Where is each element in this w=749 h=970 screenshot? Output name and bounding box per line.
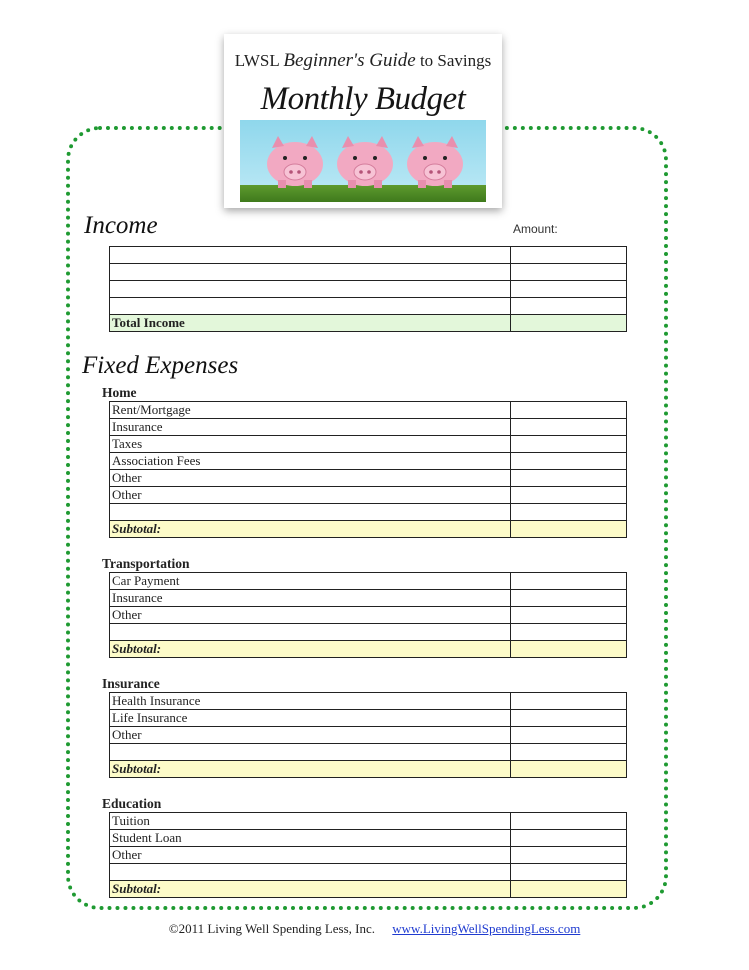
table-row (110, 847, 627, 864)
amount-cell[interactable] (511, 624, 627, 641)
income-table (109, 246, 627, 332)
income-source-cell[interactable] (110, 264, 511, 281)
total-income-amount[interactable] (511, 315, 627, 332)
expense-item-cell: Car Payment (110, 573, 511, 590)
header-subtitle (224, 50, 502, 72)
subtotal-label: Subtotal: (110, 521, 511, 538)
table-row (110, 744, 627, 761)
income-source-cell[interactable] (110, 281, 511, 298)
subtotal-row (110, 521, 627, 538)
subtotal-amount[interactable] (511, 761, 627, 778)
amount-cell[interactable] (511, 419, 627, 436)
amount-cell[interactable] (511, 830, 627, 847)
category-home-label: Home (102, 385, 137, 400)
amount-label: Amount: (513, 222, 558, 236)
table-row (110, 693, 627, 710)
expense-item-cell: Insurance (110, 590, 511, 607)
expense-item-cell: Other (110, 727, 511, 744)
amount-cell[interactable] (511, 470, 627, 487)
piggy-banks-image (240, 120, 486, 202)
subtotal-row (110, 641, 627, 658)
expense-item-cell: Association Fees (110, 453, 511, 470)
piggy-bank-icon (332, 134, 398, 188)
amount-cell[interactable] (511, 744, 627, 761)
expense-item-cell: Other (110, 470, 511, 487)
amount-cell[interactable] (511, 264, 627, 281)
page-title: Monthly Budget (260, 81, 466, 117)
expense-item-cell[interactable] (110, 624, 511, 641)
amount-cell[interactable] (511, 298, 627, 315)
table-row (110, 573, 627, 590)
table-row (110, 470, 627, 487)
amount-cell[interactable] (511, 607, 627, 624)
expense-item-cell: Health Insurance (110, 693, 511, 710)
education-expenses-table (109, 812, 627, 898)
subtotal-label: Subtotal: (110, 881, 511, 898)
amount-cell[interactable] (511, 864, 627, 881)
amount-cell[interactable] (511, 693, 627, 710)
amount-cell[interactable] (511, 847, 627, 864)
table-row (110, 813, 627, 830)
expense-item-cell: Insurance (110, 419, 511, 436)
subtotal-row (110, 881, 627, 898)
expense-item-cell[interactable] (110, 744, 511, 761)
copyright-text: ©2011 Living Well Spending Less, Inc. (168, 921, 376, 936)
expense-item-cell[interactable] (110, 864, 511, 881)
piggy-bank-icon (402, 134, 468, 188)
amount-cell[interactable] (511, 727, 627, 744)
table-row (110, 298, 627, 315)
subtitle-suffix: to Savings (419, 51, 492, 70)
footer (0, 921, 749, 937)
expense-item-cell: Other (110, 607, 511, 624)
amount-cell[interactable] (511, 281, 627, 298)
table-row (110, 402, 627, 419)
amount-cell[interactable] (511, 436, 627, 453)
header-card (224, 34, 502, 208)
income-heading: Income (84, 212, 158, 239)
expense-item-cell: Rent/Mortgage (110, 402, 511, 419)
income-source-cell[interactable] (110, 247, 511, 264)
transportation-expenses-table (109, 572, 627, 658)
subtitle-script: Beginner's Guide (283, 50, 416, 71)
category-transportation-label: Transportation (102, 556, 190, 571)
table-row (110, 504, 627, 521)
total-income-row (110, 315, 627, 332)
amount-cell[interactable] (511, 590, 627, 607)
expense-item-cell: Taxes (110, 436, 511, 453)
subtotal-amount[interactable] (511, 881, 627, 898)
amount-cell[interactable] (511, 487, 627, 504)
table-row (110, 281, 627, 298)
website-link[interactable]: www.LivingWellSpendingLess.com (392, 921, 581, 936)
table-row (110, 830, 627, 847)
category-education-label: Education (102, 796, 162, 811)
table-row (110, 710, 627, 727)
amount-cell[interactable] (511, 504, 627, 521)
table-row (110, 727, 627, 744)
table-row (110, 624, 627, 641)
home-expenses-table (109, 401, 627, 538)
subtotal-row (110, 761, 627, 778)
expense-item-cell: Student Loan (110, 830, 511, 847)
income-source-cell[interactable] (110, 298, 511, 315)
table-row (110, 607, 627, 624)
total-income-label: Total Income (110, 315, 511, 332)
amount-cell[interactable] (511, 247, 627, 264)
subtitle-prefix: LWSL (234, 51, 280, 70)
subtotal-amount[interactable] (511, 641, 627, 658)
expense-item-cell: Tuition (110, 813, 511, 830)
amount-cell[interactable] (511, 813, 627, 830)
expense-item-cell[interactable] (110, 504, 511, 521)
amount-cell[interactable] (511, 710, 627, 727)
table-row (110, 487, 627, 504)
table-row (110, 264, 627, 281)
expense-item-cell: Other (110, 847, 511, 864)
table-row (110, 453, 627, 470)
amount-cell[interactable] (511, 573, 627, 590)
table-row (110, 864, 627, 881)
expense-item-cell: Other (110, 487, 511, 504)
table-row (110, 436, 627, 453)
table-row (110, 247, 627, 264)
piggy-bank-icon (262, 134, 328, 188)
amount-cell[interactable] (511, 453, 627, 470)
table-row (110, 590, 627, 607)
subtotal-label: Subtotal: (110, 641, 511, 658)
category-insurance-label: Insurance (102, 676, 160, 691)
amount-cell[interactable] (511, 402, 627, 419)
table-row (110, 419, 627, 436)
subtotal-label: Subtotal: (110, 761, 511, 778)
subtotal-amount[interactable] (511, 521, 627, 538)
expense-item-cell: Life Insurance (110, 710, 511, 727)
insurance-expenses-table (109, 692, 627, 778)
fixed-expenses-heading: Fixed Expenses (82, 352, 239, 379)
